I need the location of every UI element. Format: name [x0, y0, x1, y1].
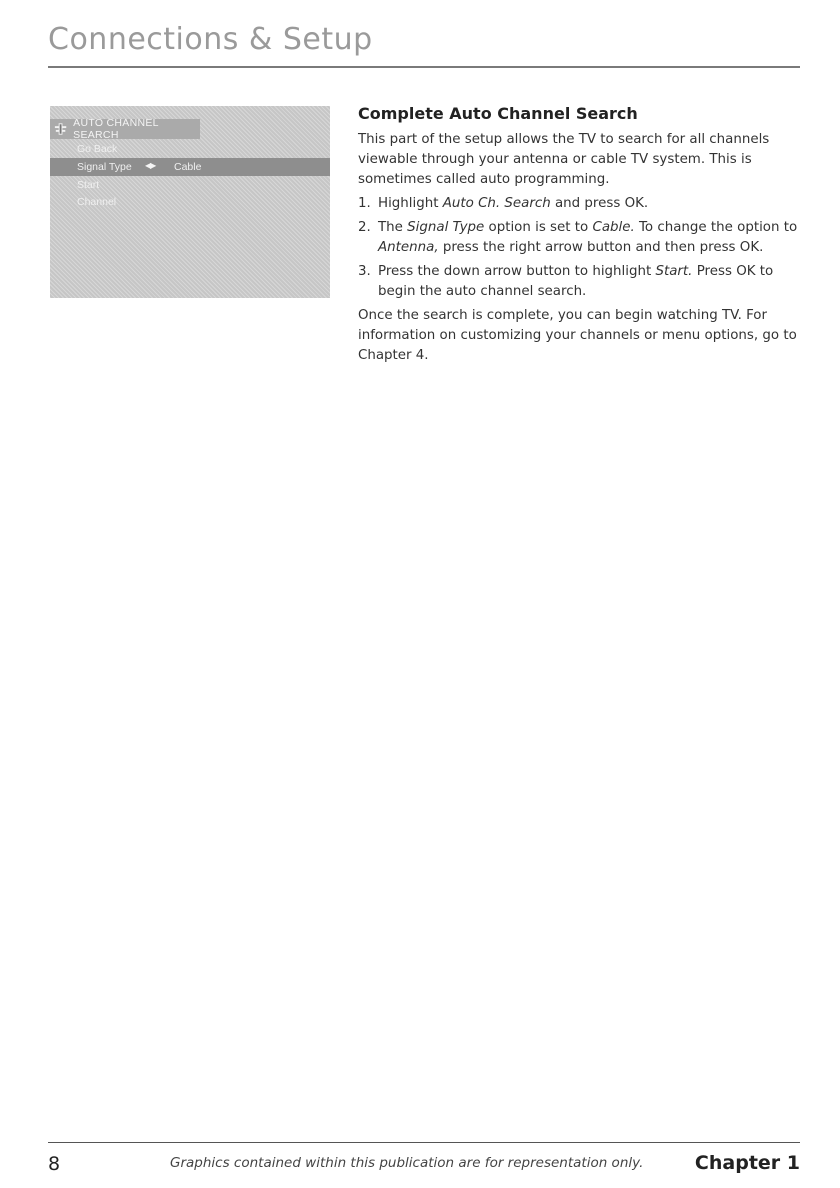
- section-title: Connections & Setup: [48, 22, 373, 57]
- article-heading: Complete Auto Channel Search: [358, 104, 638, 123]
- antenna-icon: [53, 121, 68, 137]
- article-intro: This part of the setup allows the TV to search for all channels viewable through your antenna or cable TV system. This is sometimes called auto programming.: [358, 132, 770, 187]
- osd-header: [50, 119, 200, 139]
- article-outro: Once the search is complete, you can begin watching TV. For information on customizing your channels or menu options, go to Chapter 4.: [358, 308, 797, 363]
- article: [358, 104, 803, 370]
- chapter-label: Chapter 1: [694, 1152, 800, 1174]
- footer-divider: [48, 1142, 800, 1143]
- osd-item-start: Start: [77, 179, 100, 191]
- step-item: 3. Press the down arrow button to highlight Start. Press OK to begin the auto channel search.: [358, 264, 774, 299]
- page-number: 8: [48, 1153, 61, 1175]
- left-right-arrows-icon: ◀▶: [145, 161, 156, 170]
- osd-menu-title: AUTO CHANNEL SEARCH: [73, 117, 159, 141]
- osd-item-channel: Channel: [77, 196, 117, 208]
- step-item: 2. The Signal Type option is set to Cable. To change the option to Antenna, press the right arrow button and then press OK.: [358, 220, 798, 255]
- osd-menu-screenshot: [50, 106, 330, 298]
- osd-item-signal-type: Signal Type: [77, 161, 132, 173]
- steps-list: [358, 194, 803, 302]
- osd-signal-value: Cable: [174, 161, 202, 173]
- osd-item-go-back: Go Back: [77, 143, 118, 155]
- step-item: 1. Highlight Auto Ch. Search and press OK.: [358, 196, 649, 211]
- footer-note: Graphics contained within this publication are for representation only.: [170, 1155, 644, 1171]
- title-divider: [48, 66, 800, 68]
